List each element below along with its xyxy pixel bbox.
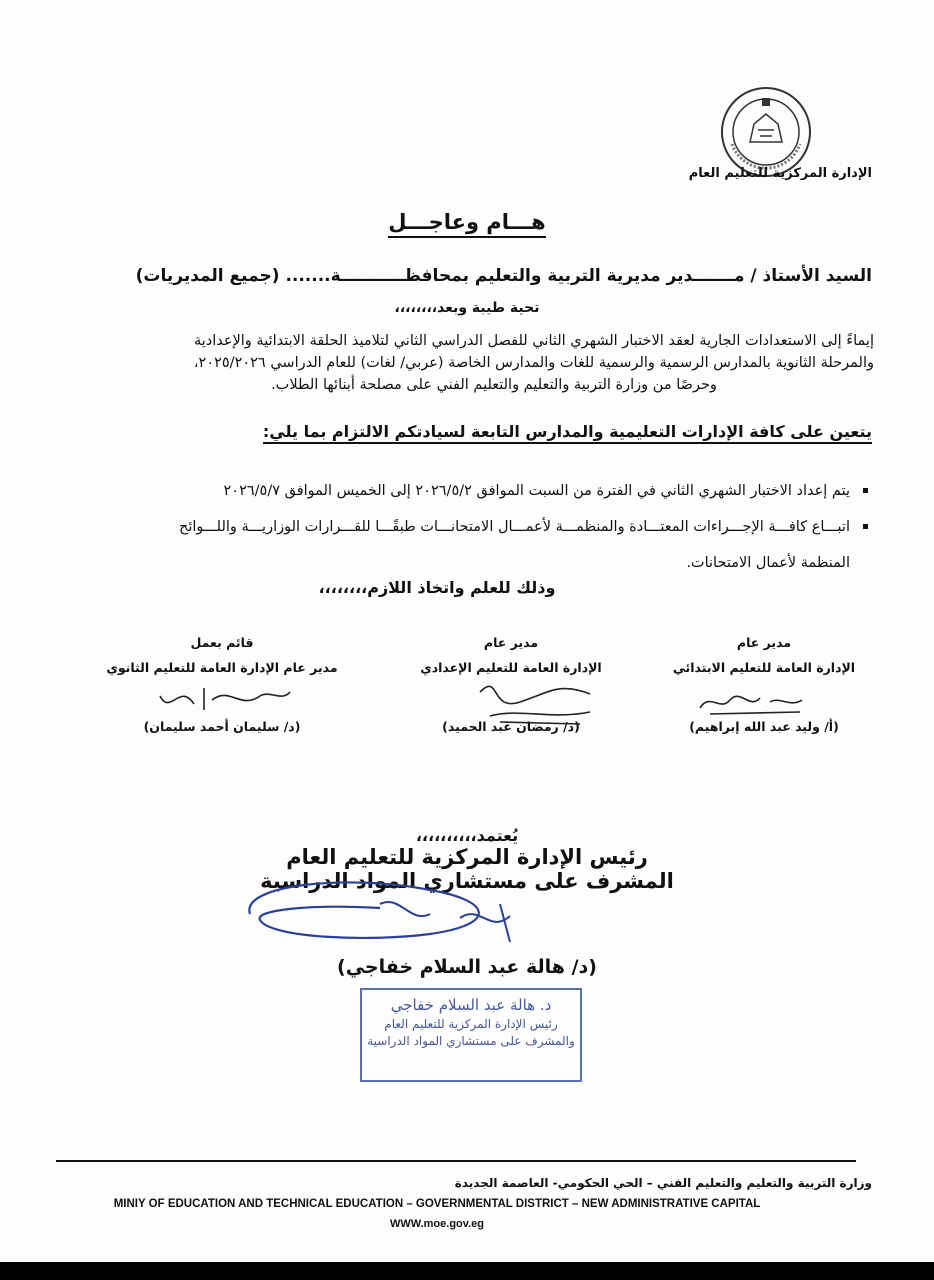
list-item: يتم إعداد الاختبار الشهري الثاني في الفترة من السبت الموافق ٢٠٢٦/٥/٢ إلى الخميس الموافق ٢٠٢٦/٥/٧ bbox=[52, 476, 872, 506]
directive-heading: يتعين على كافة الإدارات التعليمية والمدارس التابعة لسيادتكم الالتزام بما يلي: bbox=[263, 422, 872, 444]
list-item-continuation: المنظمة لأعمال الامتحانات. bbox=[686, 555, 850, 571]
signatory-name: (د/ سليمان أحمد سليمان) bbox=[143, 719, 301, 734]
body-line: والمرحلة الثانوية بالمدارس الرسمية والرسمية للغات والمدارس الخاصة (عربي/ لغات) للعام الدراسي ٢٠٢٥/٢٠٢٦، bbox=[193, 355, 874, 371]
department-name: الإدارة المركزية للتعليم العام bbox=[688, 166, 872, 181]
bottom-scan-edge bbox=[0, 1262, 934, 1280]
footer-website: WWW.moe.gov.eg bbox=[390, 1218, 484, 1230]
signature-block-secondary bbox=[92, 630, 352, 739]
stamp-line: د. هالة عبد السلام خفاجي bbox=[390, 996, 552, 1014]
footer-address-english: MINIY OF EDUCATION AND TECHNICAL EDUCATION – GOVERNMENTAL DISTRICT – NEW ADMINISTRATIVE CAPITAL bbox=[113, 1198, 761, 1210]
signatory-title: قائم بعمل bbox=[190, 635, 254, 650]
stamp-line: والمشرف على مستشاري المواد الدراسية bbox=[367, 1034, 575, 1048]
body-line: إيماءً إلى الاستعدادات الجارية لعقد الاختبار الشهري الثاني للفصل الدراسي الثاني لتلاميذ الحلقة الابتدائية والإعدادية bbox=[193, 333, 874, 349]
approval-block bbox=[0, 826, 934, 893]
bullet-icon bbox=[863, 524, 868, 529]
signatory-dept: الإدارة العامة للتعليم الإعدادي bbox=[420, 660, 602, 675]
signatory-dept: مدير عام الإدارة العامة للتعليم الثانوي bbox=[106, 660, 338, 675]
footer-address-arabic: وزارة التربية والتعليم والتعليم الفني – الحي الحكومي- العاصمة الجديدة bbox=[454, 1176, 872, 1190]
signatory-title: مدير عام bbox=[483, 635, 539, 650]
addressee-line: السيد الأستاذ / مـــــــدير مديرية التربية والتعليم بمحافظـــــــــــة....... (جميع المديريات) bbox=[135, 266, 872, 286]
bullet-icon bbox=[863, 488, 868, 493]
greeting: تحية طيبة وبعد،،،،،،،، bbox=[394, 300, 540, 316]
signatory-dept: الإدارة العامة للتعليم الابتدائي bbox=[672, 660, 856, 675]
closing-line: وذلك للعلم واتخاذ اللازم،،،،،،،، bbox=[318, 578, 556, 597]
approval-title-line1: رئيس الإدارة المركزية للتعليم العام bbox=[286, 845, 648, 869]
footer-divider bbox=[56, 1160, 856, 1162]
stamp-line: رئيس الإدارة المركزية للتعليم العام bbox=[384, 1017, 558, 1031]
signature-block-preparatory bbox=[396, 630, 626, 739]
instruction-list bbox=[52, 476, 872, 578]
list-item: اتبـــاع كافـــة الإجـــراءات المعتـــادة والمنظمـــة لأعمـــال الامتحانـــات طبقًـــا للقـــرارات الوزاريـــة واللـــوائح bbox=[52, 512, 872, 542]
body-paragraph bbox=[54, 330, 874, 396]
approval-title-line2: المشرف على مستشاري المواد الدراسية bbox=[260, 869, 674, 893]
signatory-title: مدير عام bbox=[736, 635, 792, 650]
signatory-name: (أ/ وليد عبد الله إبراهيم) bbox=[689, 719, 839, 734]
body-line: وحرصًا من وزارة التربية والتعليم والتعليم الفني على مصلحة أبنائها الطلاب. bbox=[271, 377, 717, 393]
head-signatory-name: (د/ هالة عبد السلام خفاجي) bbox=[337, 956, 597, 978]
signatory-name: (د/ رمضان عبد الحميد) bbox=[442, 719, 580, 734]
signature-block-primary bbox=[654, 630, 874, 739]
document-title: هـــام وعاجـــل bbox=[0, 210, 934, 234]
approval-label: يُعتمد،،،،،،،،،، bbox=[415, 826, 519, 845]
official-stamp bbox=[360, 988, 582, 1082]
